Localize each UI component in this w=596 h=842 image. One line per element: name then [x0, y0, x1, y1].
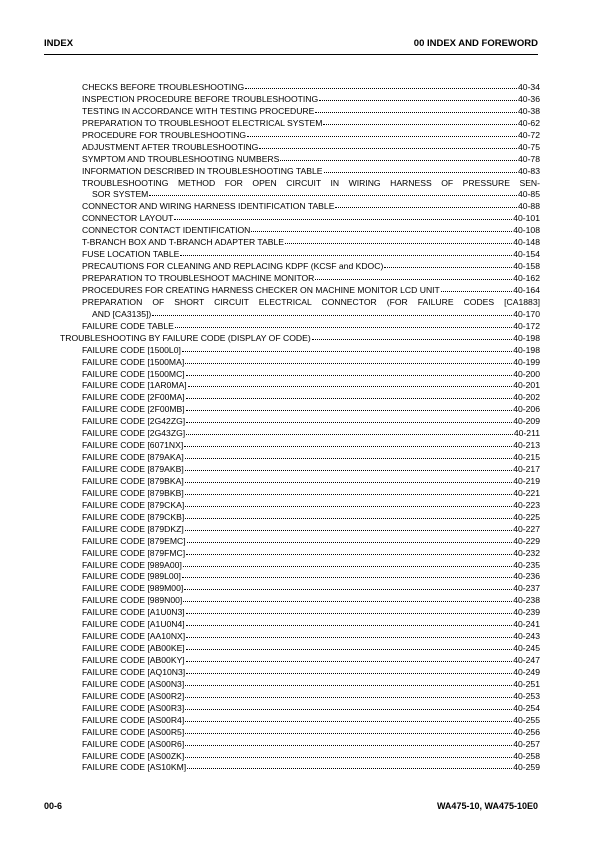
toc-entry[interactable] — [60, 452, 540, 464]
toc-entry-title: SOR SYSTEM — [92, 189, 149, 200]
dot-leader — [185, 744, 512, 746]
toc-entry-title: FUSE LOCATION TABLE — [82, 249, 180, 260]
toc-entry-page: 40-251 — [513, 678, 540, 689]
dot-leader — [185, 529, 513, 531]
toc-entry-page: 40-241 — [513, 619, 540, 630]
toc-entry-page: 40-254 — [513, 702, 540, 713]
toc-entry[interactable] — [60, 249, 540, 261]
toc-entry-title: FAILURE CODE [A1U0N4] — [82, 619, 185, 630]
toc-entry-page: 40-249 — [513, 666, 540, 677]
toc-entry[interactable] — [60, 536, 540, 548]
toc-entry[interactable] — [60, 440, 540, 452]
toc-entry[interactable] — [60, 655, 540, 667]
toc-entry-title: PROCEDURE FOR TROUBLESHOOTING — [82, 129, 247, 140]
toc-entry-title: FAILURE CODE [AS00N3] — [82, 678, 185, 689]
toc-entry-page: 40-255 — [513, 714, 540, 725]
dot-leader — [185, 505, 512, 507]
toc-entry[interactable] — [60, 631, 540, 643]
dot-leader — [186, 374, 513, 376]
toc-entry-page: 40-164 — [513, 284, 540, 295]
toc-entry[interactable] — [60, 643, 540, 655]
toc-entry-title: FAILURE CODE [A1U0N3] — [82, 607, 185, 618]
toc-entry[interactable] — [60, 667, 540, 679]
dot-leader — [186, 421, 512, 423]
toc-entry-page: 40-257 — [513, 738, 540, 749]
toc-entry-title: INSPECTION PROCEDURE BEFORE TROUBLESHOOTING — [82, 93, 319, 104]
toc-entry[interactable] — [60, 571, 540, 583]
dot-leader — [175, 326, 512, 328]
toc-entry-page: 40-232 — [513, 547, 540, 558]
toc-entry-title: PREPARATION TO TROUBLESHOOT ELECTRICAL SYSTEM — [82, 117, 323, 128]
toc-entry-title: FAILURE CODE [1500MA] — [82, 356, 185, 367]
toc-entry[interactable] — [60, 548, 540, 560]
dot-leader — [186, 660, 513, 662]
toc-entry-page: 40-258 — [513, 750, 540, 761]
toc-entry-title: FAILURE CODE [879EMC] — [82, 535, 186, 546]
dot-leader — [182, 576, 512, 578]
toc-entry-title: FAILURE CODE [AS00ZK] — [82, 750, 185, 761]
dot-leader — [185, 362, 512, 364]
toc-entry[interactable] — [60, 82, 540, 94]
dot-leader — [315, 278, 512, 280]
toc-entry-title: FAILURE CODE [2G42ZG] — [82, 416, 186, 427]
dot-leader — [185, 457, 513, 459]
toc-entry-title: FAILURE CODE [1AR0MA] — [82, 380, 187, 391]
toc-entry[interactable] — [60, 392, 540, 404]
toc-entry-title: FAILURE CODE [2F00MB] — [82, 404, 185, 415]
toc-entry-title: FAILURE CODE [AQ10N3] — [82, 666, 186, 677]
toc-entry-page: 40-213 — [513, 440, 540, 451]
dot-leader — [183, 565, 512, 567]
toc-entry-page: 40-236 — [513, 571, 540, 582]
toc-entry-title: FAILURE CODE [989A00] — [82, 559, 182, 570]
toc-entry-title: CONNECTOR LAYOUT — [82, 213, 174, 224]
toc-entry-page: 40-219 — [513, 475, 540, 486]
toc-entry-page: 40-154 — [513, 249, 540, 260]
dot-leader — [319, 99, 517, 101]
dot-leader — [188, 385, 513, 387]
toc-entry[interactable] — [60, 94, 540, 106]
dot-leader — [174, 218, 512, 220]
dot-leader — [187, 541, 513, 543]
toc-entry-page: 40-243 — [513, 631, 540, 642]
toc-entry[interactable] — [60, 118, 540, 130]
model-number: WA475-10, WA475-10E0 — [436, 801, 538, 811]
dot-leader — [185, 517, 512, 519]
toc-entry-first-line[interactable]: TROUBLESHOOTING METHOD FOR OPEN CIRCUIT IN WIRING HARNESS OF PRESSURE SEN- — [82, 177, 540, 188]
toc-entry[interactable] — [60, 309, 540, 321]
toc-entry-first-line[interactable]: PREPARATION OF SHORT CIRCUIT ELECTRICAL CONNECTOR (FOR FAILURE CODES [CA1883] — [82, 296, 540, 307]
toc-entry-page: 40-78 — [518, 153, 540, 164]
toc-entry[interactable] — [60, 154, 540, 166]
toc-entry-title: FAILURE CODE [AS10KM] — [82, 762, 187, 773]
dot-leader — [186, 624, 513, 626]
toc-entry-page: 40-201 — [513, 380, 540, 391]
toc-entry[interactable] — [60, 619, 540, 631]
toc-entry-title: TROUBLESHOOTING BY FAILURE CODE (DISPLAY OF CODE) — [60, 332, 311, 343]
dot-leader — [247, 135, 517, 137]
toc-entry-title: FAILURE CODE TABLE — [82, 320, 174, 331]
page-footer — [44, 801, 538, 811]
toc-entry[interactable] — [60, 369, 540, 381]
toc-entry-title: PREPARATION TO TROUBLESHOOT MACHINE MONITOR — [82, 273, 315, 283]
toc-entry-page: 40-237 — [513, 583, 540, 594]
toc-entry[interactable] — [60, 464, 540, 476]
toc-entry-title: ADJUSTMENT AFTER TROUBLESHOOTING — [82, 141, 259, 152]
toc-entry-page: 40-247 — [513, 655, 540, 665]
header-section-label: INDEX — [44, 38, 74, 49]
toc-entry[interactable] — [60, 416, 540, 428]
dot-leader — [185, 696, 512, 698]
toc-entry-page: 40-158 — [513, 261, 540, 272]
toc-entry-page: 40-221 — [513, 487, 540, 498]
toc-entry[interactable] — [60, 476, 540, 488]
toc-entry[interactable] — [60, 715, 540, 727]
dot-leader — [315, 111, 517, 113]
dot-leader — [185, 684, 512, 686]
toc-entry-page: 40-148 — [513, 237, 540, 248]
toc-entry-title: FAILURE CODE [6071NX] — [82, 440, 184, 451]
dot-leader — [285, 242, 512, 244]
toc-entry[interactable] — [60, 130, 540, 142]
dot-leader — [186, 397, 513, 399]
toc-entry-title: PROCEDURES FOR CREATING HARNESS CHECKER ON MACHINE MONITOR LCD UNIT — [82, 284, 440, 295]
toc-entry-page: 40-206 — [513, 404, 540, 415]
toc-entry-title: FAILURE CODE [879BKB] — [82, 487, 184, 498]
dot-leader — [186, 612, 513, 614]
dot-leader — [185, 481, 513, 483]
toc-entry-page: 40-101 — [513, 213, 540, 224]
toc-entry-title: FAILURE CODE [AS00R2] — [82, 690, 185, 701]
toc-entry-title: FAILURE CODE [2F00MA] — [82, 392, 185, 403]
toc-entry-page: 40-198 — [513, 344, 540, 355]
toc-entry-page: 40-200 — [513, 368, 540, 379]
dot-leader — [312, 338, 513, 340]
dot-leader — [180, 254, 512, 256]
toc-entry-title: FAILURE CODE [AS00R3] — [82, 702, 185, 713]
toc-entry[interactable] — [60, 225, 540, 237]
toc-entry-title: FAILURE CODE [879AKB] — [82, 464, 184, 474]
toc-entry[interactable] — [60, 751, 540, 763]
toc-entry-page: 40-83 — [518, 165, 540, 176]
toc-entry-page: 40-62 — [518, 117, 540, 128]
table-of-contents — [60, 82, 540, 774]
toc-entry-title: AND [CA3135]) — [92, 308, 152, 319]
dot-leader — [186, 553, 512, 555]
dot-leader — [149, 194, 517, 196]
toc-entry-page: 40-211 — [513, 428, 540, 439]
toc-entry-title: SYMPTOM AND TROUBLESHOOTING NUMBERS — [82, 153, 280, 164]
toc-entry-title: T-BRANCH BOX AND T-BRANCH ADAPTER TABLE — [82, 237, 284, 248]
toc-entry-title: FAILURE CODE [989M00] — [82, 583, 184, 594]
toc-entry[interactable] — [60, 189, 540, 201]
toc-entry[interactable] — [60, 739, 540, 751]
dot-leader — [323, 123, 517, 125]
toc-entry-title: FAILURE CODE [879BKA] — [82, 475, 184, 486]
toc-entry[interactable] — [60, 488, 540, 500]
toc-entry-page: 40-34 — [518, 82, 540, 92]
toc-entry-page: 40-170 — [513, 308, 540, 319]
toc-entry-page: 40-217 — [513, 464, 540, 474]
dot-leader — [184, 588, 512, 590]
toc-entry-title: FAILURE CODE [879CKB] — [82, 511, 185, 522]
toc-entry-page: 40-223 — [513, 499, 540, 510]
header-divider — [44, 54, 538, 55]
dot-leader — [183, 600, 512, 602]
toc-entry[interactable] — [60, 583, 540, 595]
toc-entry[interactable] — [60, 691, 540, 703]
toc-entry[interactable] — [60, 512, 540, 524]
toc-entry[interactable] — [60, 237, 540, 249]
toc-entry-page: 40-256 — [513, 726, 540, 737]
toc-entry-title: FAILURE CODE [989N00] — [82, 595, 183, 606]
toc-entry-page: 40-85 — [518, 189, 540, 200]
dot-leader — [185, 732, 512, 734]
toc-entry-page: 40-235 — [513, 559, 540, 570]
toc-entry[interactable] — [60, 404, 540, 416]
toc-entry-page: 40-38 — [518, 105, 540, 116]
toc-entry[interactable] — [60, 142, 540, 154]
toc-entry-title: FAILURE CODE [AB00KE] — [82, 643, 185, 654]
dot-leader — [152, 314, 512, 316]
dot-leader — [185, 720, 512, 722]
toc-entry[interactable] — [60, 607, 540, 619]
toc-entry-page: 40-239 — [513, 607, 540, 618]
toc-entry-title: FAILURE CODE [2G43ZG] — [82, 428, 186, 439]
dot-leader — [185, 708, 512, 710]
dot-leader — [186, 433, 513, 435]
toc-entry[interactable] — [60, 321, 540, 333]
dot-leader — [182, 350, 512, 352]
toc-entry-page: 40-245 — [513, 643, 540, 654]
toc-entry-page: 40-198 — [513, 332, 540, 343]
toc-entry-title: FAILURE CODE [AS00R6] — [82, 738, 185, 749]
dot-leader — [186, 409, 513, 411]
toc-entry-page: 40-238 — [513, 595, 540, 606]
toc-entry[interactable] — [60, 201, 540, 213]
toc-entry[interactable] — [60, 560, 540, 572]
toc-entry[interactable] — [60, 703, 540, 715]
toc-entry-page: 40-259 — [513, 762, 540, 773]
dot-leader — [184, 445, 512, 447]
toc-entry[interactable] — [60, 679, 540, 691]
toc-entry-title: FAILURE CODE [989L00] — [82, 571, 181, 582]
dot-leader — [384, 266, 512, 268]
dot-leader — [185, 756, 512, 758]
toc-entry-page: 40-36 — [518, 93, 540, 104]
toc-entry-title: FAILURE CODE [879FMC] — [82, 547, 186, 558]
dot-leader — [324, 171, 518, 173]
header-chapter-title: 00 INDEX AND FOREWORD — [413, 38, 538, 49]
toc-entry-title: TESTING IN ACCORDANCE WITH TESTING PROCEDURE — [82, 105, 315, 116]
toc-entry[interactable] — [60, 285, 540, 297]
toc-entry[interactable] — [60, 500, 540, 512]
toc-entry-title: FAILURE CODE [879DKZ] — [82, 523, 184, 534]
toc-entry[interactable] — [60, 166, 540, 178]
toc-entry-title: CONNECTOR AND WIRING HARNESS IDENTIFICATION TABLE — [82, 201, 335, 212]
toc-entry[interactable] — [60, 345, 540, 357]
toc-entry-page: 40-227 — [513, 523, 540, 534]
dot-leader — [259, 147, 517, 149]
toc-entry[interactable] — [60, 273, 540, 285]
toc-section-entry[interactable] — [60, 333, 540, 345]
toc-entry-page: 40-72 — [518, 129, 540, 140]
dot-leader — [186, 648, 513, 650]
dot-leader — [335, 206, 517, 208]
page-number: 00-6 — [44, 801, 63, 811]
toc-entry-title: FAILURE CODE [1500MC] — [82, 368, 185, 379]
toc-entry-page: 40-88 — [518, 201, 540, 212]
dot-leader — [280, 159, 517, 161]
dot-leader — [185, 493, 513, 495]
dot-leader — [441, 290, 512, 292]
toc-entry-page: 40-172 — [513, 320, 540, 331]
toc-entry-title: FAILURE CODE [879CKA] — [82, 499, 185, 510]
toc-entry-page: 40-162 — [513, 273, 540, 283]
toc-entry-page: 40-199 — [513, 356, 540, 367]
toc-entry-page: 40-202 — [513, 392, 540, 403]
toc-entry[interactable] — [60, 428, 540, 440]
toc-entry-title: FAILURE CODE [AS00R4] — [82, 714, 185, 725]
toc-entry[interactable] — [60, 727, 540, 739]
toc-entry-page: 40-75 — [518, 141, 540, 152]
toc-entry[interactable] — [60, 524, 540, 536]
toc-entry[interactable] — [60, 261, 540, 273]
dot-leader — [251, 230, 512, 232]
toc-entry-title: CONNECTOR CONTACT IDENTIFICATION — [82, 225, 251, 236]
toc-entry-page: 40-108 — [513, 225, 540, 236]
toc-entry[interactable] — [60, 213, 540, 225]
toc-entry[interactable] — [60, 380, 540, 392]
toc-entry[interactable] — [60, 357, 540, 369]
toc-entry-title: PRECAUTIONS FOR CLEANING AND REPLACING KDPF (KCSF and KDOC) — [82, 261, 384, 272]
toc-entry-page: 40-225 — [513, 511, 540, 522]
page-header — [44, 38, 538, 49]
toc-entry-title: CHECKS BEFORE TROUBLESHOOTING — [82, 82, 245, 92]
toc-entry-title: FAILURE CODE [AB00KY] — [82, 655, 185, 665]
toc-entry-title: FAILURE CODE [AA10NX] — [82, 631, 186, 642]
toc-entry[interactable] — [60, 762, 540, 774]
toc-entry-title: FAILURE CODE [879AKA] — [82, 452, 184, 463]
toc-entry-title: INFORMATION DESCRIBED IN TROUBLESHOOTING TABLE — [82, 165, 323, 176]
dot-leader — [186, 636, 512, 638]
toc-entry-page: 40-215 — [513, 452, 540, 463]
toc-entry[interactable] — [60, 106, 540, 118]
toc-entry-title: FAILURE CODE [AS00R5] — [82, 726, 185, 737]
toc-entry-title: FAILURE CODE [1500L0] — [82, 344, 181, 355]
toc-entry-page: 40-253 — [513, 690, 540, 701]
toc-entry-page: 40-229 — [513, 535, 540, 546]
dot-leader — [186, 672, 512, 674]
toc-entry-page: 40-209 — [513, 416, 540, 427]
dot-leader — [187, 767, 512, 769]
toc-entry[interactable] — [60, 595, 540, 607]
dot-leader — [245, 87, 517, 89]
dot-leader — [185, 469, 513, 471]
